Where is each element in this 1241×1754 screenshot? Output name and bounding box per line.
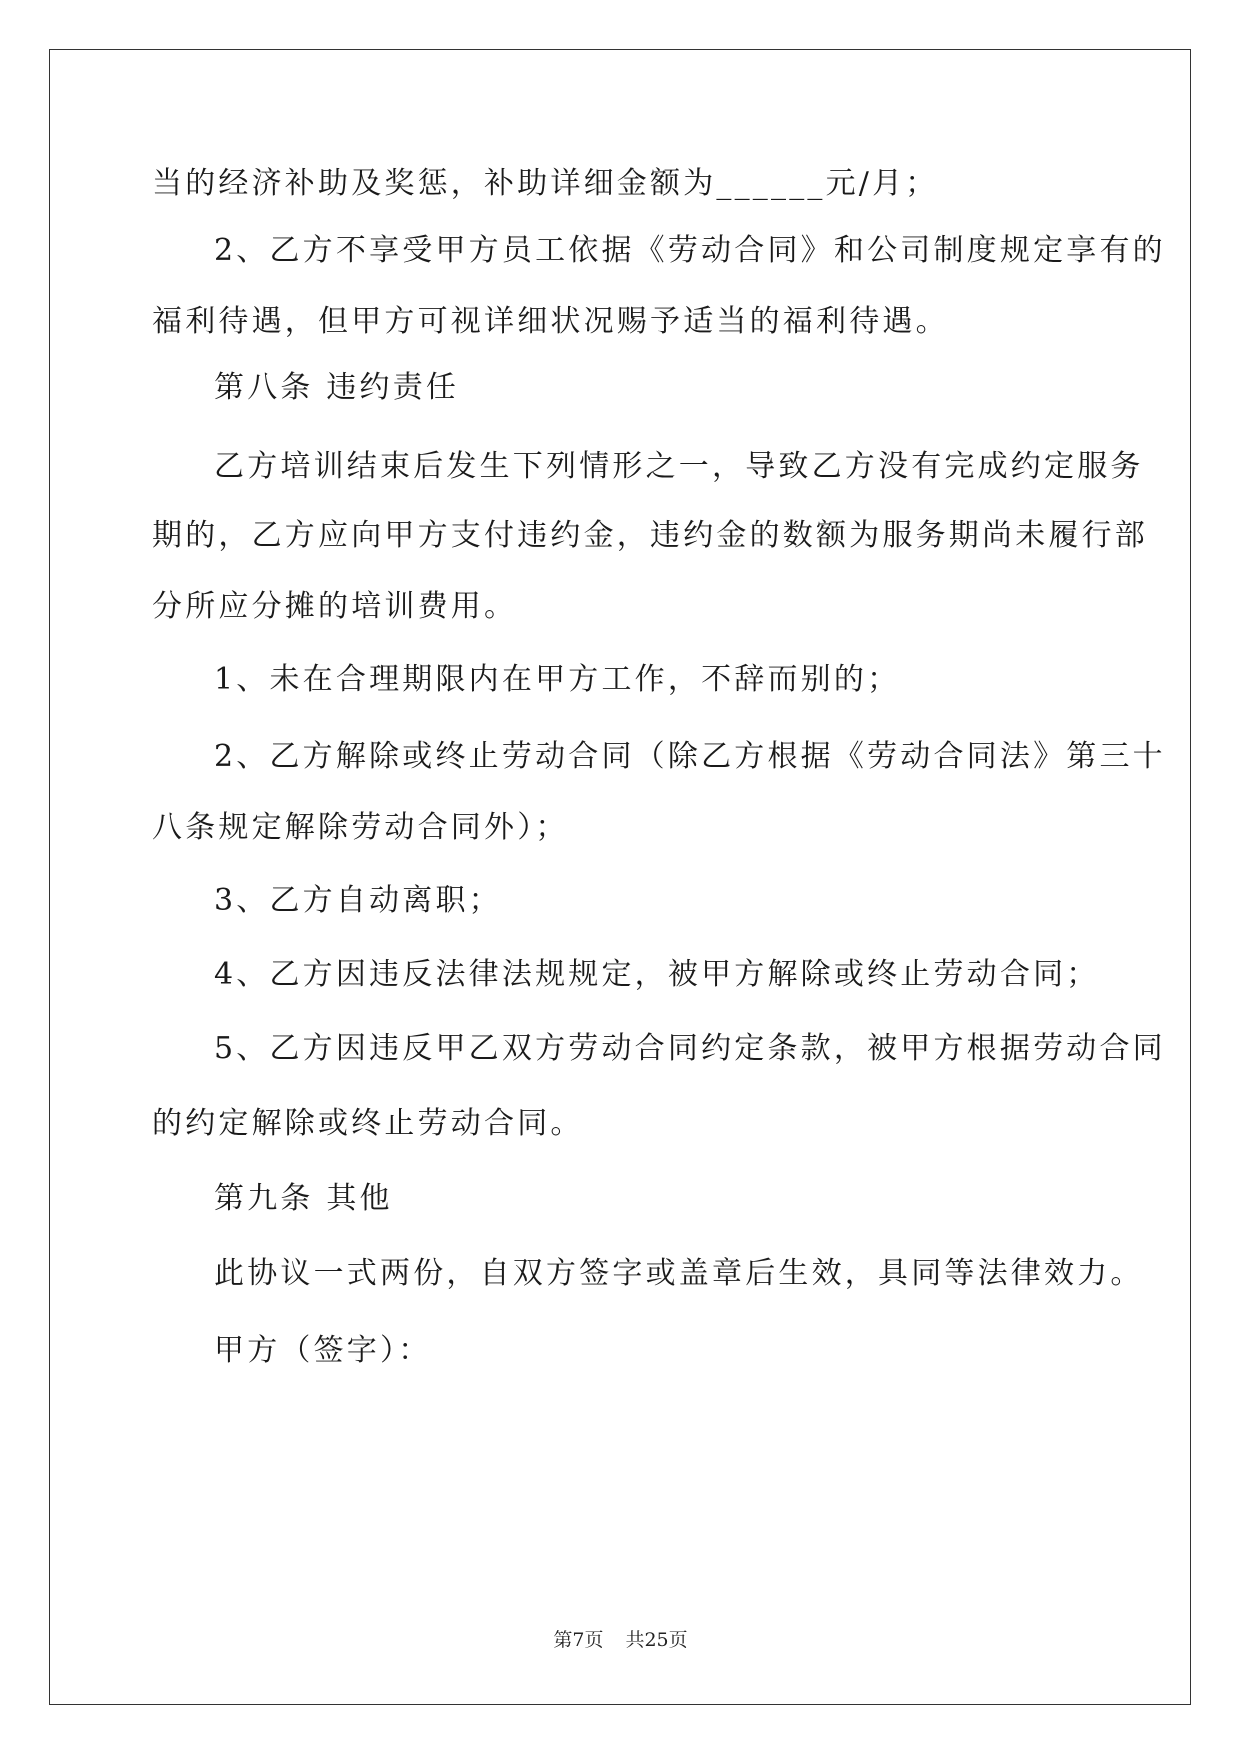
paragraph-line: 分所应分摊的培训费用。 [152, 589, 518, 624]
paragraph-line: 此协议一式两份，自双方签字或盖章后生效，具同等法律效力。 [214, 1256, 1144, 1291]
paragraph-line: 八条规定解除劳动合同外）； [152, 810, 569, 845]
paragraph-line: 福利待遇，但甲方可视详细状况赐予适当的福利待遇。 [152, 304, 949, 339]
paragraph-line: 5、乙方因违反甲乙双方劳动合同约定条款，被甲方根据劳动合同 [214, 1031, 1166, 1066]
paragraph-line: 期的，乙方应向甲方支付违约金，违约金的数额为服务期尚未履行部 [152, 518, 1148, 553]
page-total: 共25页 [625, 1629, 688, 1651]
paragraph-line: 3、乙方自动离职； [214, 883, 502, 918]
page-number: 第7页 [553, 1629, 604, 1651]
signature-label: 甲方（签字）： [214, 1333, 432, 1368]
section-heading: 第八条 违约责任 [214, 370, 460, 405]
paragraph-line: 4、乙方因违反法律法规规定，被甲方解除或终止劳动合同； [214, 957, 1100, 992]
paragraph-line: 乙方培训结束后发生下列情形之一，导致乙方没有完成约定服务 [214, 449, 1144, 484]
paragraph-line: 的约定解除或终止劳动合同。 [152, 1106, 584, 1141]
paragraph-line: 1、未在合理期限内在甲方工作，不辞而别的； [214, 662, 901, 697]
paragraph-line: 2、乙方不享受甲方员工依据《劳动合同》和公司制度规定享有的 [214, 233, 1166, 268]
page-footer [0, 1628, 1241, 1652]
paragraph-line: 2、乙方解除或终止劳动合同（除乙方根据《劳动合同法》第三十 [214, 739, 1166, 774]
paragraph-line: 当的经济补助及奖惩，补助详细金额为______元/月； [152, 166, 939, 201]
section-heading: 第九条 其他 [214, 1181, 393, 1216]
page-frame [49, 49, 1191, 1705]
